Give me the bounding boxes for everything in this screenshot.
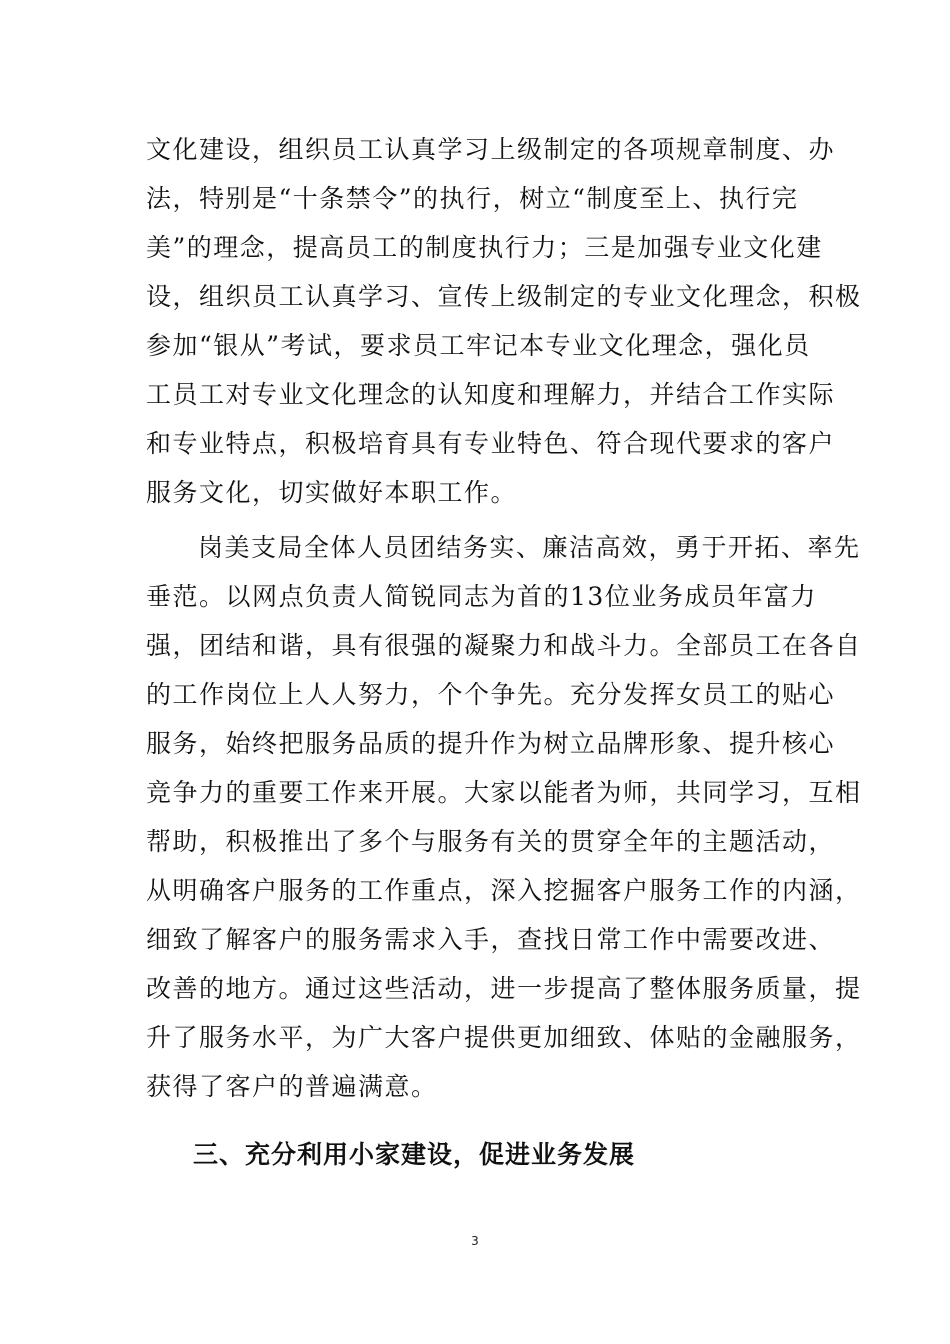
paragraph-line: 参加“银从”考试，要求员工牢记本专业文化理念，强化员 [146, 331, 811, 360]
paragraph-line: 升了服务水平，为广大客户提供更加细致、体贴的金融服务， [146, 1023, 862, 1052]
paragraph-line: 美”的理念，提高员工的制度执行力；三是加强专业文化建 [146, 233, 823, 262]
paragraph-line: 的工作岗位上人人努力，个个争先。充分发挥女员工的贴心 [146, 680, 836, 709]
paragraph-line: 和专业特点，积极培育具有专业特色、符合现代要求的客户 [146, 429, 836, 458]
paragraph-line: 设，组织员工认真学习、宣传上级制定的专业文化理念，积极 [146, 282, 862, 311]
page-number: 3 [471, 1234, 479, 1248]
paragraph-line: 从明确客户服务的工作重点，深入挖掘客户服务工作的内涵， [146, 876, 862, 905]
paragraph-line: 细致了解客户的服务需求入手，查找日常工作中需要改进、 [146, 925, 836, 954]
paragraph-line: 竞争力的重要工作来开展。大家以能者为师，共同学习，互相 [146, 778, 862, 807]
paragraph-line: 垂范。以网点负责人简锐同志为首的13位业务成员年富力 [146, 582, 817, 611]
paragraph-line: 岗美支局全体人员团结务实、廉洁高效，勇于开拓、率先 [198, 533, 861, 562]
paragraph-line: 服务，始终把服务品质的提升作为树立品牌形象、提升核心 [146, 729, 836, 758]
paragraph-line: 获得了客户的普遍满意。 [146, 1072, 438, 1101]
paragraph-line: 改善的地方。通过这些活动，进一步提高了整体服务质量，提 [146, 974, 862, 1003]
paragraph-line: 强，团结和谐，具有很强的凝聚力和战斗力。全部员工在各自 [146, 631, 862, 660]
paragraph-line: 服务文化，切实做好本职工作。 [146, 478, 518, 507]
paragraph-line: 法，特别是“十条禁令”的执行，树立“制度至上、执行完 [146, 184, 799, 213]
paragraph-line: 文化建设，组织员工认真学习上级制定的各项规章制度、办 [146, 135, 836, 164]
section-heading: 三、充分利用小家建设，促进业务发展 [193, 1140, 636, 1169]
paragraph-line: 帮助，积极推出了多个与服务有关的贯穿全年的主题活动， [146, 827, 836, 856]
paragraph-line: 工员工对专业文化理念的认知度和理解力，并结合工作实际 [146, 380, 836, 409]
